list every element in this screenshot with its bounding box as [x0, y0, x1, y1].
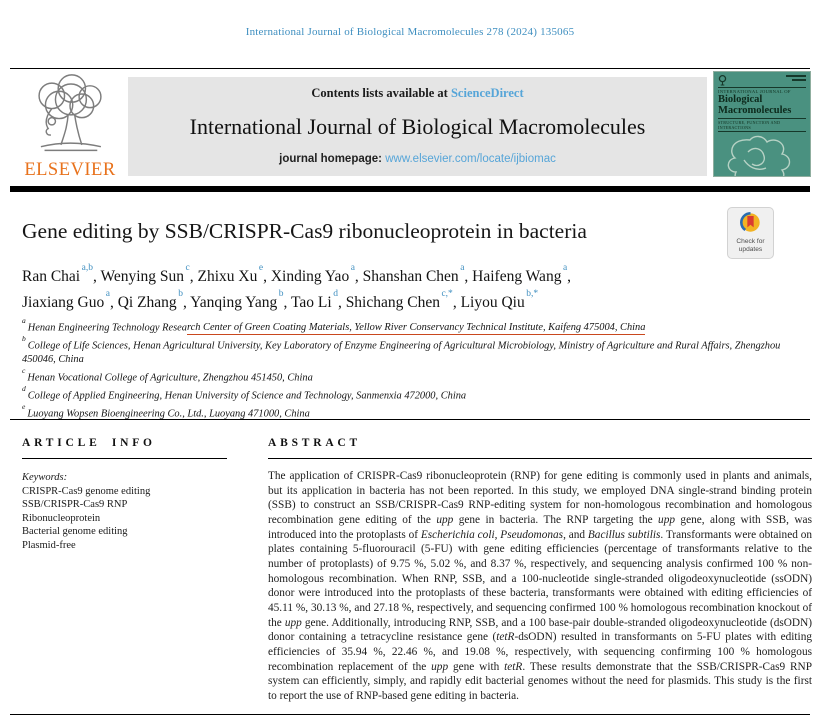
author-superscript: b: [278, 289, 284, 300]
article-info-column: [22, 437, 227, 552]
homepage-label: journal homepage:: [279, 153, 386, 165]
article-info-heading: ARTICLE INFO: [22, 437, 156, 449]
affiliation: [22, 385, 810, 403]
keywords-label: Keywords:: [22, 472, 68, 483]
author-name: Wenying Sun: [100, 268, 185, 286]
author-list: [22, 262, 732, 314]
cover-subtitle: STRUCTURE, FUNCTION AND INTERACTIONS: [718, 118, 806, 132]
author-superscript: b: [178, 289, 183, 300]
cover-kicker: INTERNATIONAL JOURNAL OF: [718, 87, 806, 94]
abstract-segment: ,: [494, 528, 501, 541]
keyword-item: SSB/CRISPR-Cas9 RNP: [22, 499, 128, 511]
journal-citation-link[interactable]: International Journal of Biological Macromolecules 278 (2024) 135065: [245, 26, 575, 38]
keywords-list: [22, 485, 227, 553]
badge-text-line1: Check for: [736, 238, 765, 245]
crossmark-icon: [740, 212, 761, 233]
abstract-segment: Bacillus subtilis: [587, 528, 661, 541]
homepage-line: [128, 153, 707, 165]
author-name: Jiaxiang Guo: [22, 294, 105, 312]
abstract-segment: tetR: [504, 660, 523, 673]
abstract-segment: upp: [284, 616, 302, 629]
author-name: Xinding Yao: [270, 268, 350, 286]
author-separator: ,: [263, 268, 271, 286]
section-divider-rule: [10, 419, 810, 420]
cover-mini-tree-icon: [718, 75, 727, 86]
badge-text-line2: updates: [738, 245, 763, 253]
author-separator: ,: [354, 268, 363, 286]
author-separator: ,: [452, 294, 461, 312]
abstract-segment: gene with: [448, 660, 505, 673]
author-separator: ,: [92, 268, 101, 286]
affiliation: [22, 335, 810, 367]
cover-title-line1: Biological: [718, 94, 763, 105]
author-superscript: a: [350, 263, 355, 273]
keyword-item: Ribonucleoprotein: [22, 512, 101, 524]
check-for-updates-badge[interactable]: [727, 207, 774, 259]
author-separator: ,: [109, 294, 118, 312]
author-name: Shanshan Chen: [362, 268, 459, 286]
abstract-segment: tetR: [496, 631, 515, 644]
author-superscript: c,*: [441, 289, 453, 300]
author-superscript: e: [258, 263, 264, 273]
abstract-rule: [268, 458, 812, 459]
journal-cover-thumbnail[interactable]: [713, 71, 811, 177]
journal-banner: [128, 77, 707, 176]
author-name: Tao Li: [291, 294, 332, 312]
author-line: [22, 288, 732, 314]
affiliation-superscript: b: [22, 334, 26, 344]
cover-protein-art: [720, 134, 804, 178]
keyword-item: Bacterial genome editing: [22, 526, 128, 538]
elsevier-wordmark: ELSEVIER: [24, 160, 116, 180]
author-name: Qi Zhang: [117, 294, 177, 312]
affiliation-text: rch Center of Green Coating Materials, Yellow River Conservancy Technical Institute, Kaifeng 475004, China: [186, 322, 646, 334]
author-separator: ,: [337, 294, 346, 312]
header-top-rule: [10, 68, 810, 69]
article-title: Gene editing by SSB/CRISPR-Cas9 ribonucleoprotein in bacteria: [22, 219, 587, 243]
author-superscript: a: [105, 289, 110, 300]
author-separator: ,: [567, 268, 572, 286]
abstract-segment: -dsODN) resulted in transformants on 5-FU plates with editing efficiencies of 35.94 %, 22.46 %, and 19.08 %, respectively, with sequencing confirming 100 % homologous recombination replacement of the: [268, 631, 812, 673]
homepage-url-link[interactable]: www.elsevier.com/locate/ijbiomac: [385, 153, 556, 165]
author-superscript: d: [333, 289, 338, 300]
affiliation-superscript: e: [22, 401, 26, 411]
author-superscript: a: [562, 263, 568, 273]
affiliation-list: [22, 317, 810, 421]
abstract-segment: The application of CRISPR-Cas9 ribonucleoprotein (RNP) for gene editing is commonly used in plants and animals, but its application in bacteria has not been reported. In this study, we employed DNA single-strand binding protein (SSB) to construct an SSB/CRISPR-Cas9 RNP-editing system for non-homologous recombination and homologous recombination gene editing of the: [268, 470, 812, 526]
author-superscript: a: [460, 263, 465, 273]
author-name: Liyou Qiu: [460, 294, 525, 312]
journal-title: International Journal of Biological Macromolecules: [189, 114, 646, 139]
cover-title-line2: Macromolecules: [718, 105, 792, 116]
abstract-segment: , and: [563, 528, 588, 541]
abstract-text: [268, 469, 812, 704]
author-superscript: a,b: [81, 263, 93, 273]
affiliation-text: Henan Engineering Technology Resea: [27, 322, 187, 334]
affiliation-text: Henan Vocational College of Agriculture, Zhengzhou 451450, China: [27, 372, 313, 384]
abstract-segment: gene, along with SSB, was introduced into the protoplasts of: [268, 513, 812, 541]
author-name: Yanqing Yang: [190, 294, 278, 312]
abstract-segment: Escherichia coli: [420, 528, 495, 541]
affiliation-text: Luoyang Wopsen Bioengineering Co., Ltd., Luoyang 471000, China: [27, 408, 310, 420]
author-superscript: c: [185, 263, 190, 273]
abstract-heading: ABSTRACT: [268, 437, 361, 449]
author-separator: ,: [182, 294, 191, 312]
affiliation-superscript: d: [22, 383, 26, 393]
abstract-segment: upp: [658, 513, 675, 526]
abstract-segment: upp: [436, 513, 454, 526]
author-line: [22, 262, 732, 288]
author-name: Haifeng Wang: [472, 268, 562, 286]
affiliation-superscript: a: [22, 316, 26, 325]
affiliation-superscript: c: [22, 365, 26, 375]
affiliation-text: College of Applied Engineering, Henan University of Science and Technology, Sanmenxia 472000, China: [27, 390, 467, 402]
sciencedirect-link[interactable]: ScienceDirect: [450, 86, 524, 100]
author-separator: ,: [464, 268, 473, 286]
cover-issn-text: [786, 75, 806, 82]
affiliation-text: College of Life Sciences, Henan Agricultural University, Key Laboratory of Enzyme Engineering of Agricultural Microbiology, Ministry of Agriculture and Rural Affairs, Zhengzhou 450046, China: [22, 340, 781, 366]
author-name: Shichang Chen: [345, 294, 440, 312]
elsevier-logo: [14, 74, 126, 181]
page-bottom-rule: [10, 714, 810, 715]
abstract-segment: gene. Additionally, introducing RNP, SSB, and a 100 base-pair double-stranded oligodeoxynucleotide (dsODN) donor containing a tetracycline resistance gene (: [268, 616, 812, 644]
header-thick-rule: [10, 186, 810, 192]
affiliation: [22, 317, 810, 335]
author-superscript: b,*: [526, 289, 539, 300]
abstract-segment: . Transformants were obtained on plates containing 5-fluorouracil (5-FU) with gene editing efficiencies (percentage of transformants relative to the number of protoplasts) of 9.75 %, 5.02 %, and 8.37 %, respectively, and sequencing analysis confirmed 100 % non-homologous recombination. When RNP, SSB, and a 100-nucleotide single-stranded oligodeoxynucleotide (ssODN) donor were introduced into the protoplasts of these bacteria, transformants were obtained with editing efficiencies of 45.11 %, 30.13 %, and 27.18 %, respectively, and sequencing confirmed 100 % homologous recombination knockout of the: [268, 528, 813, 629]
author-separator: ,: [283, 294, 292, 312]
author-name: Zhixu Xu: [197, 268, 258, 286]
author-name: Ran Chai: [22, 268, 81, 286]
abstract-segment: Pseudomonas: [500, 528, 564, 541]
abstract-segment: . These results demonstrate that the SSB/CRISPR-Cas9 RNP system can efficiently, simply, and rapidly edit bacterial genomes without the need for plasmids. This study is the first to report the use of RNP-based gene editing in bacteria.: [268, 660, 812, 702]
article-info-rule: [22, 458, 227, 459]
affiliation: [22, 367, 810, 385]
abstract-column: [268, 437, 812, 704]
keyword-item: CRISPR-Cas9 genome editing: [22, 485, 151, 497]
abstract-segment: gene in bacteria. The RNP targeting the: [453, 513, 659, 526]
author-separator: ,: [189, 268, 198, 286]
abstract-segment: upp: [431, 660, 449, 673]
contents-prefix: Contents lists available at: [311, 86, 451, 100]
keyword-item: Plasmid-free: [22, 539, 76, 551]
elsevier-tree-icon: [23, 74, 117, 154]
contents-line: [128, 86, 707, 101]
